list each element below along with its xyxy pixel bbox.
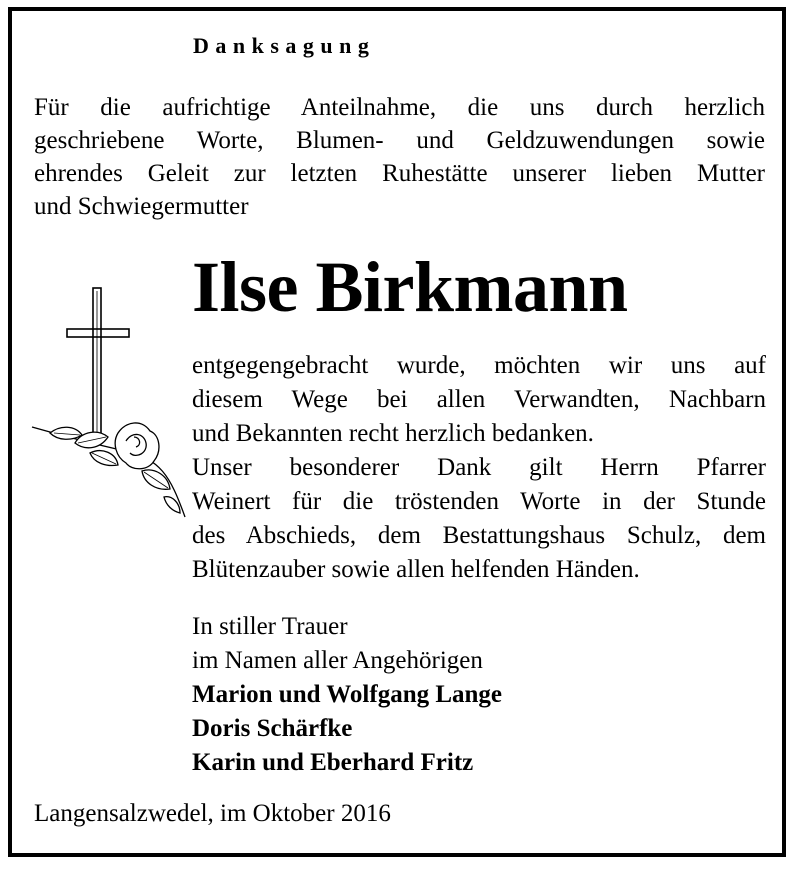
- place-date: Langensalzwedel, im Oktober 2016: [34, 800, 391, 827]
- notice-heading: Danksagung: [193, 33, 376, 58]
- intro-line: ehrendes Geleit zur letzten Ruhestätte unserer lieben Mutter: [34, 160, 765, 187]
- body-line: Weinert für die tröstenden Worte in der Stunde: [192, 488, 766, 515]
- intro-line: Für die aufrichtige Anteilnahme, die uns durch herzlich: [34, 94, 765, 121]
- body-line: diesem Wege bei allen Verwandten, Nachbarn: [192, 386, 766, 413]
- signer-name: Marion und Wolfgang Lange: [192, 681, 503, 708]
- signer-name: Karin und Eberhard Fritz: [192, 749, 474, 776]
- cross-with-rose-icon: [30, 285, 190, 525]
- mourning-line: In stiller Trauer: [192, 613, 348, 640]
- intro-line: und Schwiegermutter: [34, 193, 249, 220]
- body-line: des Abschieds, dem Bestattungshaus Schulz, dem: [192, 522, 766, 549]
- body-line: Blütenzauber sowie allen helfenden Händen.: [192, 556, 640, 583]
- relatives-line: im Namen aller Angehörigen: [192, 647, 483, 674]
- intro-text: [34, 91, 765, 223]
- deceased-name: Ilse Birkmann: [192, 247, 628, 327]
- intro-line: geschriebene Worte, Blumen- und Geldzuwendungen sowie: [34, 127, 765, 154]
- body-line: Unser besonderer Dank gilt Herrn Pfarrer: [192, 454, 766, 481]
- signature-block: [192, 610, 502, 780]
- body-line: entgegengebracht wurde, möchten wir uns auf: [192, 352, 766, 379]
- body-line: und Bekannten recht herzlich bedanken.: [192, 420, 594, 447]
- body-text: [192, 349, 766, 587]
- signer-name: Doris Schärfke: [192, 715, 353, 742]
